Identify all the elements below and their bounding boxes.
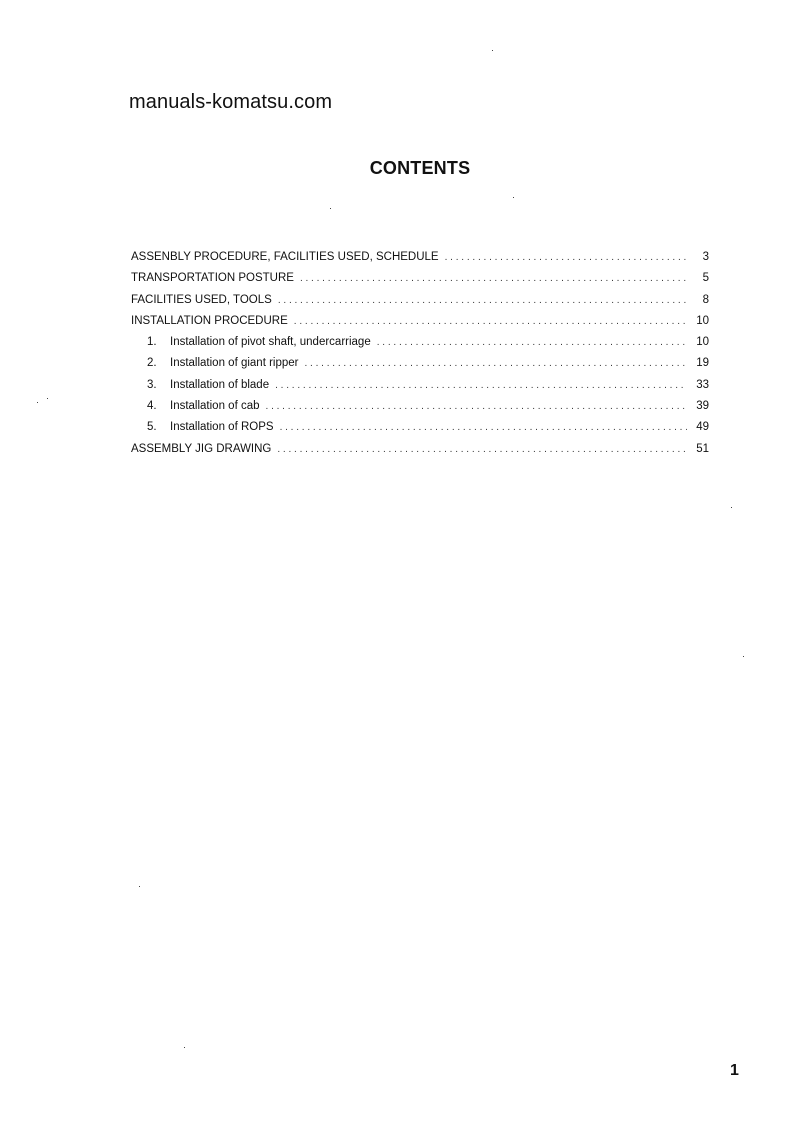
toc-entry-assembly-jig-drawing[interactable] [131,439,709,460]
toc-dot-leader [277,439,687,460]
toc-entry-page: 51 [696,442,709,455]
toc-entry-label: Installation of pivot shaft, undercarriage [170,336,371,349]
scan-speck [184,1047,185,1048]
toc-entry-rops[interactable] [131,417,709,438]
toc-entry-giant-ripper[interactable] [131,353,709,374]
toc-entry-label: Installation of cab [170,400,260,413]
scan-speck [492,50,493,51]
toc-entry-blade[interactable] [131,375,709,396]
toc-dot-leader [266,396,687,417]
toc-entry-page: 3 [702,251,709,263]
toc-entry-label: Installation of blade [170,378,270,391]
toc-entry-label: INSTALLATION PROCEDURE [131,314,288,327]
toc-dot-leader [377,332,687,353]
toc-entry-label: ASSEMBLY JIG DRAWING [131,442,272,455]
toc-entry-page: 10 [696,336,709,349]
toc-entry-label: TRANSPORTATION POSTURE [131,272,294,285]
scan-speck [731,507,732,508]
toc-entry-page: 10 [696,314,709,327]
toc-dot-leader [445,247,687,268]
toc-dot-leader [280,417,687,438]
toc-entry-number: 3. [147,378,157,391]
toc-entry-label: Installation of ROPS [170,421,274,434]
toc-entry-transportation-posture[interactable] [131,268,709,289]
toc-entry-page: 5 [702,272,709,285]
scan-speck [37,402,38,403]
toc-entry-number: 2. [147,357,157,370]
page-title: CONTENTS [369,158,471,178]
toc-entry-assembly-procedure[interactable] [131,247,709,268]
toc-entry-page: 8 [702,293,709,306]
toc-entry-facilities-tools[interactable] [131,290,709,311]
toc-entry-page: 19 [696,357,709,370]
toc-entry-page: 39 [696,400,709,413]
toc-entry-pivot-shaft[interactable] [131,332,709,353]
toc-dot-leader [300,268,687,289]
scan-speck [139,886,140,887]
toc-entry-label: FACILITIES USED, TOOLS [131,293,272,306]
toc-dot-leader [294,311,687,332]
toc-entry-page: 49 [696,421,709,434]
toc-entry-number: 4. [147,400,157,413]
site-header: manuals-komatsu.com [129,91,333,113]
toc-entry-installation-procedure[interactable] [131,311,709,332]
page-number: 1 [730,1062,739,1079]
toc-entry-number: 5. [147,421,157,434]
scan-speck [47,398,48,399]
toc-entry-page: 33 [696,378,709,391]
toc-entry-label: Installation of giant ripper [170,357,299,370]
toc-entry-cab[interactable] [131,396,709,417]
scan-speck [513,197,514,198]
toc-entry-number: 1. [147,336,157,349]
toc-dot-leader [275,375,687,396]
toc-entry-label: ASSENBLY PROCEDURE, FACILITIES USED, SCHEDULE [131,251,439,263]
table-of-contents [131,247,709,460]
scan-speck [743,656,744,657]
toc-dot-leader [278,290,687,311]
scan-speck [330,208,331,209]
toc-dot-leader [305,353,688,374]
